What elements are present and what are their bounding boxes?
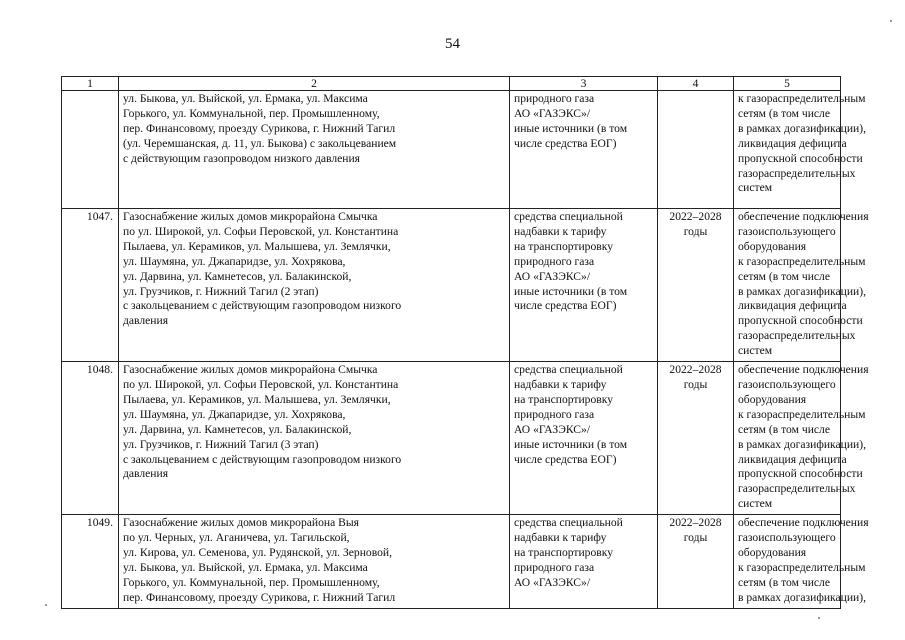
expected-result xyxy=(734,515,869,609)
column-header-row xyxy=(62,77,841,91)
row-number: 1048. xyxy=(62,362,119,515)
text-line: ул. Быкова, ул. Выйской, ул. Ермака, ул. Максима xyxy=(123,92,368,105)
text-line: газоиспользующего xyxy=(738,224,836,238)
text-line: надбавки к тарифу xyxy=(514,377,607,391)
text-line: оборудования xyxy=(738,239,807,253)
scan-speck xyxy=(890,20,892,22)
table-row xyxy=(62,91,841,209)
table-row xyxy=(62,209,841,362)
text-line: ул. Шаумяна, ул. Джапаридзе, ул. Хохрякова, xyxy=(123,407,346,421)
implementation-period xyxy=(658,209,734,362)
project-description xyxy=(119,362,510,515)
page-number: 54 xyxy=(445,36,460,52)
text-line: числе средства ЕОГ) xyxy=(514,136,617,150)
text-line: иные источники (в том xyxy=(514,437,628,451)
text-line: иные источники (в том xyxy=(514,121,628,135)
text-line: АО «ГАЗЭКС»/ xyxy=(514,106,591,120)
text-line: 2022–2028 xyxy=(669,516,722,530)
text-line: к газораспределительным xyxy=(738,254,866,268)
text-line: по ул. Широкой, ул. Софьи Перовской, ул. Константина xyxy=(123,224,399,238)
text-line: природного газа xyxy=(514,92,595,105)
text-line: ул. Шаумяна, ул. Джапаридзе, ул. Хохрякова, xyxy=(123,254,346,268)
text-line: к газораспределительным xyxy=(738,560,866,574)
text-line: на транспортировку xyxy=(514,239,613,253)
text-line: по ул. Черных, ул. Аганичева, ул. Тагильской, xyxy=(123,531,350,545)
table-row xyxy=(62,362,841,515)
text-line: обеспечение подключения xyxy=(738,210,869,223)
text-line: систем xyxy=(738,181,773,195)
text-line: ул. Грузчиков, г. Нижний Тагил (3 этап) xyxy=(123,437,319,451)
text-line: в рамках догазификации), xyxy=(738,590,867,604)
text-line: в рамках догазификации), xyxy=(738,121,867,135)
text-line: природного газа xyxy=(514,560,595,574)
text-line: Газоснабжение жилых домов микрорайона Выя xyxy=(123,516,360,530)
text-line: по ул. Широкой, ул. Софьи Перовской, ул. Константина xyxy=(123,377,399,391)
text-line: с закольцеванием с действующим газопроводом низкого xyxy=(123,452,402,466)
column-header: 1 xyxy=(62,77,119,91)
text-line: газораспределительных xyxy=(738,166,856,180)
text-line: годы xyxy=(683,531,708,545)
text-line: на транспортировку xyxy=(514,545,613,559)
text-line: пер. Финансовому, проезду Сурикова, г. Нижний Тагил xyxy=(123,121,396,135)
text-line: с закольцеванием с действующим газопроводом низкого xyxy=(123,299,402,313)
expected-result xyxy=(734,91,867,209)
text-line: обеспечение подключения xyxy=(738,363,869,377)
expected-result xyxy=(734,209,869,362)
text-line: сетям (в том числе xyxy=(738,575,830,589)
text-line: оборудования xyxy=(738,545,807,559)
column-header: 2 xyxy=(119,77,510,91)
funding-source xyxy=(510,209,658,362)
text-line: систем xyxy=(738,497,773,511)
text-line: ликвидация дефицита xyxy=(738,299,847,313)
text-line: АО «ГАЗЭКС»/ xyxy=(514,422,591,436)
project-description xyxy=(119,209,510,362)
text-line: пропускной способности xyxy=(738,151,863,165)
funding-source xyxy=(510,515,658,609)
text-line: сетям (в том числе xyxy=(738,106,830,120)
text-line: Пылаева, ул. Керамиков, ул. Малышева, ул. Землячки, xyxy=(123,392,391,406)
column-header: 3 xyxy=(510,77,658,91)
project-description xyxy=(119,515,510,609)
text-line: (ул. Черемшанская, д. 11, ул. Быкова) с закольцеванием xyxy=(123,136,397,150)
text-line: давления xyxy=(123,467,169,481)
text-line: годы xyxy=(683,224,708,238)
implementation-period xyxy=(658,362,734,515)
text-line: ул. Дарвина, ул. Камнетесов, ул. Балакинской, xyxy=(123,269,352,283)
column-header: 5 xyxy=(734,77,841,91)
funding-source xyxy=(510,362,658,515)
text-line: Горького, ул. Коммунальной, пер. Промышленному, xyxy=(123,575,380,589)
text-line: средства специальной xyxy=(514,363,623,377)
text-line: Газоснабжение жилых домов микрорайона Смычка xyxy=(123,210,378,223)
row-number: 1047. xyxy=(62,209,119,362)
text-line: ликвидация дефицита xyxy=(738,136,847,150)
text-line: числе средства ЕОГ) xyxy=(514,452,617,466)
text-line: средства специальной xyxy=(514,210,623,223)
text-line: пропускной способности xyxy=(738,314,863,328)
text-line: средства специальной xyxy=(514,516,623,530)
row-number xyxy=(62,91,119,209)
text-line: систем xyxy=(738,344,773,358)
text-line: давления xyxy=(123,314,169,328)
implementation-period xyxy=(658,515,734,609)
scan-speck xyxy=(45,604,47,606)
text-line: газоиспользующего xyxy=(738,377,836,391)
text-line: ул. Быкова, ул. Выйской, ул. Ермака, ул. Максима xyxy=(123,560,368,574)
scan-speck xyxy=(818,617,820,619)
text-line: АО «ГАЗЭКС»/ xyxy=(514,575,591,589)
text-line: Газоснабжение жилых домов микрорайона Смычка xyxy=(123,363,378,377)
text-line: пер. Финансовому, проезду Сурикова, г. Нижний Тагил xyxy=(123,590,396,604)
text-line: газораспределительных xyxy=(738,329,856,343)
text-line: ликвидация дефицита xyxy=(738,452,847,466)
text-line: обеспечение подключения xyxy=(738,516,869,530)
text-line: иные источники (в том xyxy=(514,284,628,298)
row-number: 1049. xyxy=(62,515,119,609)
text-line: на транспортировку xyxy=(514,392,613,406)
text-line: в рамках догазификации), xyxy=(738,284,867,298)
text-line: сетям (в том числе xyxy=(738,422,830,436)
text-line: ул. Грузчиков, г. Нижний Тагил (2 этап) xyxy=(123,284,319,298)
text-line: ул. Кирова, ул. Семенова, ул. Рудянской, ул. Зерновой, xyxy=(123,545,393,559)
text-line: оборудования xyxy=(738,392,807,406)
table-row xyxy=(62,515,841,609)
text-line: сетям (в том числе xyxy=(738,269,830,283)
text-line: Горького, ул. Коммунальной, пер. Промышленному, xyxy=(123,106,380,120)
gasification-table xyxy=(61,76,869,609)
text-line: числе средства ЕОГ) xyxy=(514,299,617,313)
text-line: 2022–2028 xyxy=(669,210,722,223)
funding-source xyxy=(510,91,658,209)
text-line: 2022–2028 xyxy=(669,363,722,377)
text-line: АО «ГАЗЭКС»/ xyxy=(514,269,591,283)
text-line: природного газа xyxy=(514,254,595,268)
text-line: к газораспределительным xyxy=(738,92,866,105)
text-line: природного газа xyxy=(514,407,595,421)
text-line: пропускной способности xyxy=(738,467,863,481)
text-line: газоиспользующего xyxy=(738,531,836,545)
text-line: с действующим газопроводом низкого давления xyxy=(123,151,361,165)
column-header: 4 xyxy=(658,77,734,91)
implementation-period xyxy=(658,91,734,209)
expected-result xyxy=(734,362,869,515)
text-line: надбавки к тарифу xyxy=(514,531,607,545)
text-line: Пылаева, ул. Керамиков, ул. Малышева, ул. Землячки, xyxy=(123,239,391,253)
text-line: в рамках догазификации), xyxy=(738,437,867,451)
text-line: ул. Дарвина, ул. Камнетесов, ул. Балакинской, xyxy=(123,422,352,436)
text-line: к газораспределительным xyxy=(738,407,866,421)
text-line: газораспределительных xyxy=(738,482,856,496)
text-line: годы xyxy=(683,377,708,391)
project-description xyxy=(119,91,510,209)
text-line: надбавки к тарифу xyxy=(514,224,607,238)
